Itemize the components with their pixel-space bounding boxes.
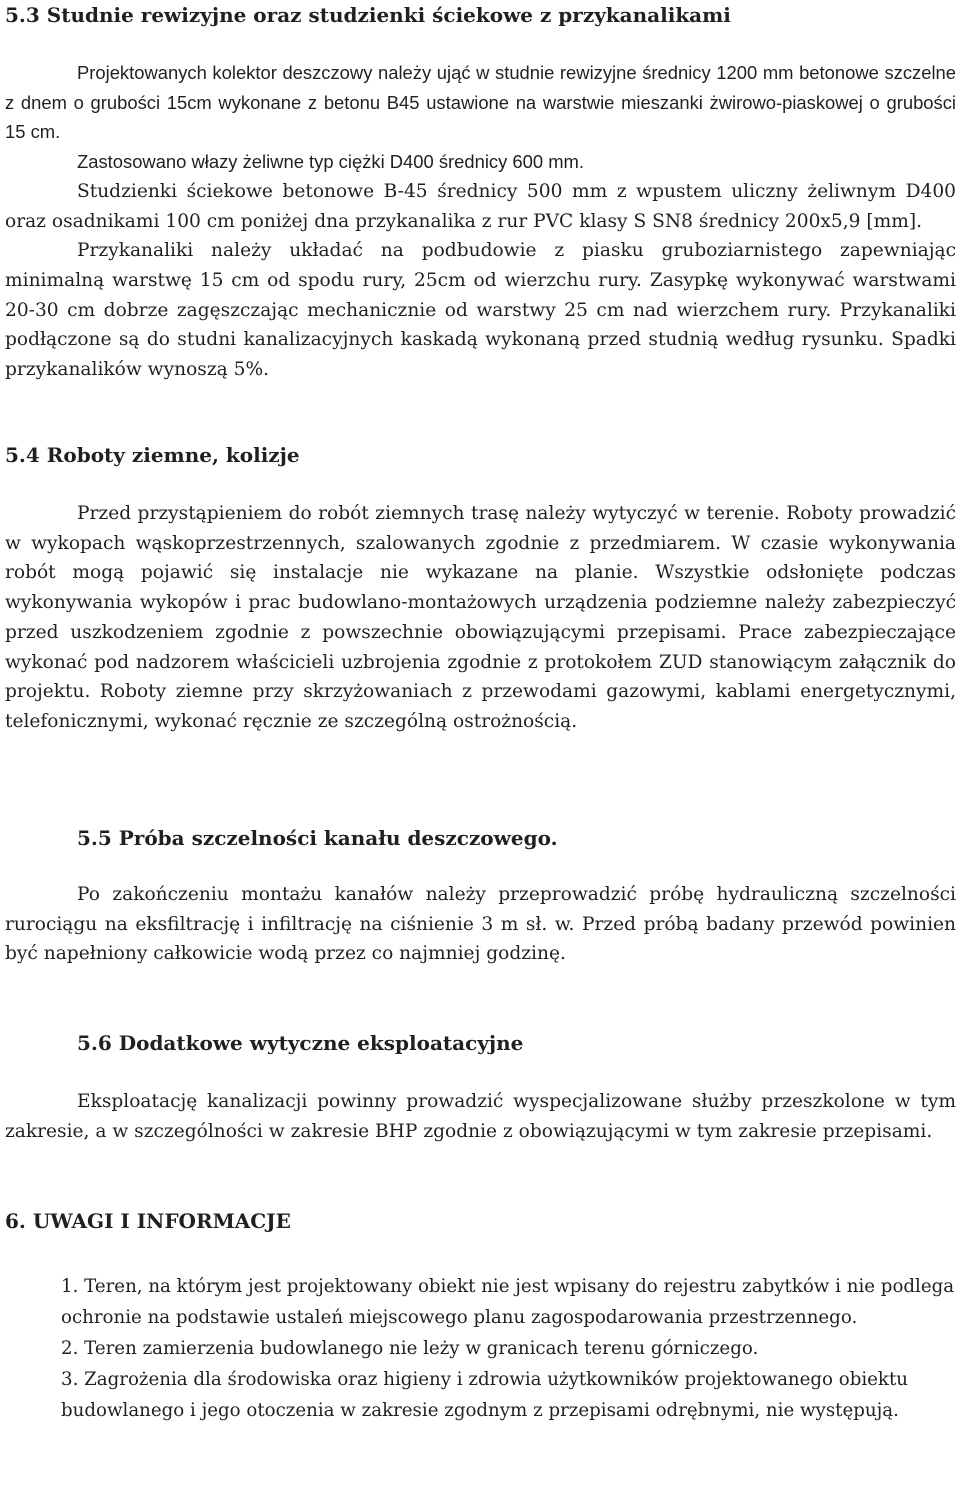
section-5-4-body — [5, 499, 956, 737]
section-5-6-body — [5, 1087, 956, 1146]
section-6-heading: 6. UWAGI I INFORMACJE — [5, 1209, 291, 1233]
section-5-4-heading: 5.4 Roboty ziemne, kolizje — [5, 443, 300, 467]
remarks-list — [61, 1271, 960, 1426]
section-5-3-paragraph-4: Przykanaliki należy układać na podbudowie z piasku gruboziarnistego zapewniając minimalną warstwę 15 cm od spodu rury, 25cm od wierzchu rury. Zasypkę wykonywać warstwami 20-30 cm dobrze zagęszczając mechanicznie od warstwy 25 cm nad wierzchem rury. Przykanaliki podłączone są do studni kanalizacyjnych kaskadą wykonaną przed studnią według rysunku. Spadki przykanalików wynoszą 5%. — [5, 240, 956, 381]
section-5-5-heading: 5.5 Próba szczelności kanału deszczowego. — [77, 826, 558, 850]
section-5-6-heading: 5.6 Dodatkowe wytyczne eksploatacyjne — [77, 1031, 524, 1055]
section-5-4-paragraph-1: Przed przystąpieniem do robót ziemnych trasę należy wytyczyć w terenie. Roboty prowadzić w wykopach wąskoprzestrzennych, szalowanych zgodnie z przedmiarem. W czasie wykonywania robót mogą pojawić się instalacje nie wykazane na planie. Wszystkie odsłonięte podczas wykonywania wykopów i prac budowlano-montażowych urządzenia podziemne należy zabezpieczyć przed uszkodzeniem zgodnie z powszechnie obowiązującymi przepisami. Prace zabezpieczające wykonać pod nadzorem właścicieli uzbrojenia zgodnie z protokołem ZUD stanowiącym załącznik do projektu. Roboty ziemne przy skrzyżowaniach z przewodami gazowymi, kablami energetycznymi, telefonicznymi, wykonać ręcznie ze szczególną ostrożnością. — [5, 503, 956, 732]
section-5-3-heading: 5.3 Studnie rewizyjne oraz studzienki ściekowe z przykanalikami — [5, 3, 731, 27]
list-item: 2. Teren zamierzenia budowlanego nie leży w granicach terenu górniczego. — [61, 1338, 759, 1359]
section-5-5-paragraph-1: Po zakończeniu montażu kanałów należy przeprowadzić próbę hydrauliczną szczelności rurociągu na eksfiltrację i infiltrację na ciśnienie 3 m sł. w. Przed próbą badany przewód powinien być napełniony całkowicie wodą przez co najmniej godzinę. — [5, 884, 956, 965]
section-5-3-paragraph-1: Projektowanych kolektor deszczowy należy ująć w studnie rewizyjne średnicy 1200 mm betonowe szczelne z dnem o grubości 15cm wykonane z betonu B45 ustawione na warstwie mieszanki żwirowo-piaskowej o grubości 15 cm. — [5, 62, 956, 143]
section-5-5-body — [5, 880, 956, 969]
section-5-6-paragraph-1: Eksploatację kanalizacji powinny prowadzić wyspecjalizowane służby przeszkolone w tym zakresie, a w szczególności w zakresie BHP zgodnie z obowiązującymi w tym zakresie przepisami. — [5, 1091, 956, 1142]
section-5-3-body — [5, 58, 956, 385]
section-5-3-paragraph-2: Zastosowano włazy żeliwne typ ciężki D400 średnicy 600 mm. — [77, 151, 584, 173]
list-item: 1. Teren, na którym jest projektowany obiekt nie jest wpisany do rejestru zabytków i nie podlega ochronie na podstawie ustaleń miejscowego planu zagospodarowania przestrzennego. — [61, 1276, 955, 1328]
section-5-3-paragraph-3: Studzienki ściekowe betonowe B-45 średnicy 500 mm z wpustem uliczny żeliwnym D400 oraz osadnikami 100 cm poniżej dna przykanalika z rur PVC klasy S SN8 średnicy 200x5,9 [mm]. — [5, 180, 956, 232]
list-item: 3. Zagrożenia dla środowiska oraz higieny i zdrowia użytkowników projektowanego obiektu budowlanego i jego otoczenia w zakresie zgodnym z przepisami odrębnymi, nie występują. — [61, 1369, 908, 1421]
